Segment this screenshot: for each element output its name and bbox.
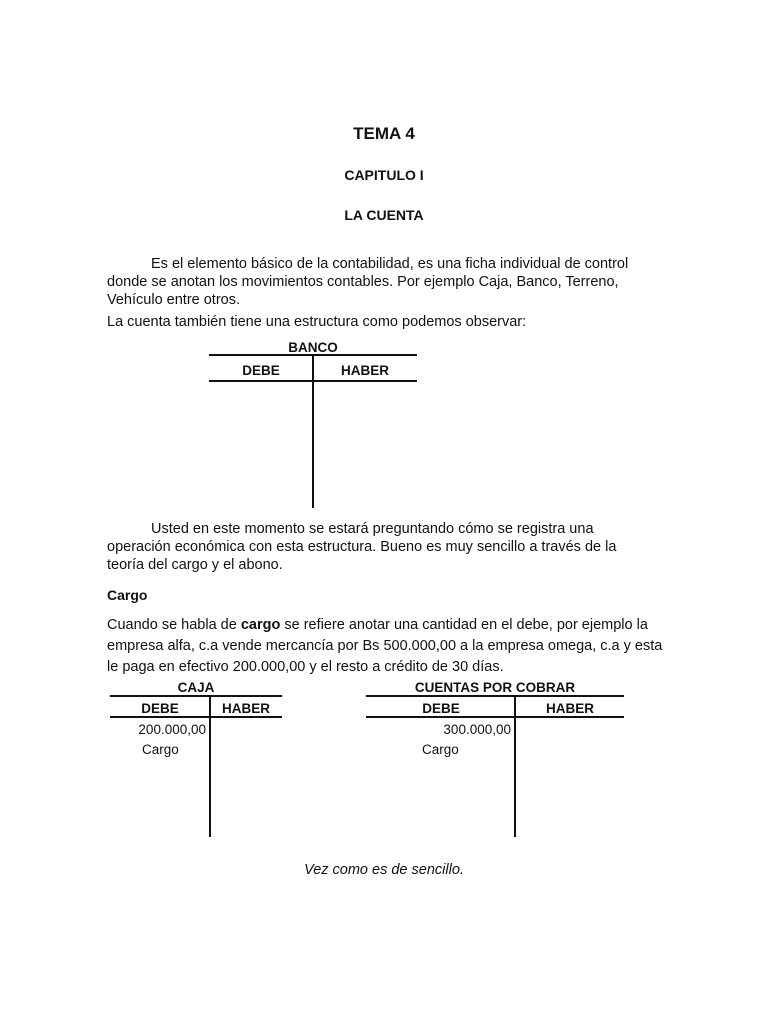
cxc-header-line [366, 716, 624, 718]
banco-account-name: BANCO [288, 340, 338, 355]
cxc-debit-note: Cargo [422, 742, 459, 757]
cargo-paragraph [107, 615, 663, 678]
caja-debit-note: Cargo [142, 742, 179, 757]
cargo-text-after: se refiere anotar una cantidad en el debe, por ejemplo la empresa alfa, c.a vende mercancía por Bs 500.000,00 a la empresa omega, c.a y esta le paga en efectivo 200.000,00 y el resto a crédito de 30 días. [107, 617, 663, 675]
closing-line: Vez como es de sencillo. [304, 862, 464, 878]
cargo-heading: Cargo [107, 587, 148, 603]
banco-divider-line [312, 354, 314, 508]
banco-debit-header: DEBE [242, 363, 280, 378]
banco-t-account [209, 336, 419, 511]
banco-credit-header: HABER [340, 363, 389, 378]
cargo-text-bold: cargo [240, 617, 281, 633]
intro-paragraph-structure: La cuenta también tiene una estructura como podemos observar: [107, 314, 527, 330]
caja-t-account [110, 678, 286, 840]
caja-divider-line [209, 695, 211, 837]
cxc-credit-header: HABER [545, 701, 594, 716]
cxc-t-account [366, 678, 626, 840]
caja-header-line [110, 716, 282, 718]
cxc-divider-line [514, 695, 516, 837]
section-heading: LA CUENTA [344, 207, 424, 223]
cxc-debit-header: DEBE [422, 701, 460, 716]
caja-top-line [110, 695, 282, 697]
cxc-debit-amount: 300.000,00 [443, 722, 511, 737]
cxc-top-line [366, 695, 624, 697]
explanation-paragraph: Usted en este momento se estará preguntando cómo se registra una operación económica con esta estructura. Bueno es muy sencillo a través de la teoría del cargo y el abono. [107, 521, 617, 573]
intro-paragraph: Es el elemento básico de la contabilidad, es una ficha individual de control donde se anotan los movimientos contables. Por ejemplo Caja, Banco, Terreno, Vehículo entre otros. [107, 256, 629, 308]
caja-debit-header: DEBE [141, 701, 179, 716]
caja-debit-amount: 200.000,00 [138, 722, 206, 737]
caja-credit-header: HABER [221, 701, 270, 716]
cargo-text-before: Cuando se habla de [107, 617, 241, 633]
page-title: TEMA 4 [353, 124, 415, 143]
cxc-account-name: CUENTAS POR COBRAR [414, 680, 576, 695]
chapter-heading: CAPITULO I [344, 167, 424, 183]
caja-account-name: CAJA [177, 680, 215, 695]
